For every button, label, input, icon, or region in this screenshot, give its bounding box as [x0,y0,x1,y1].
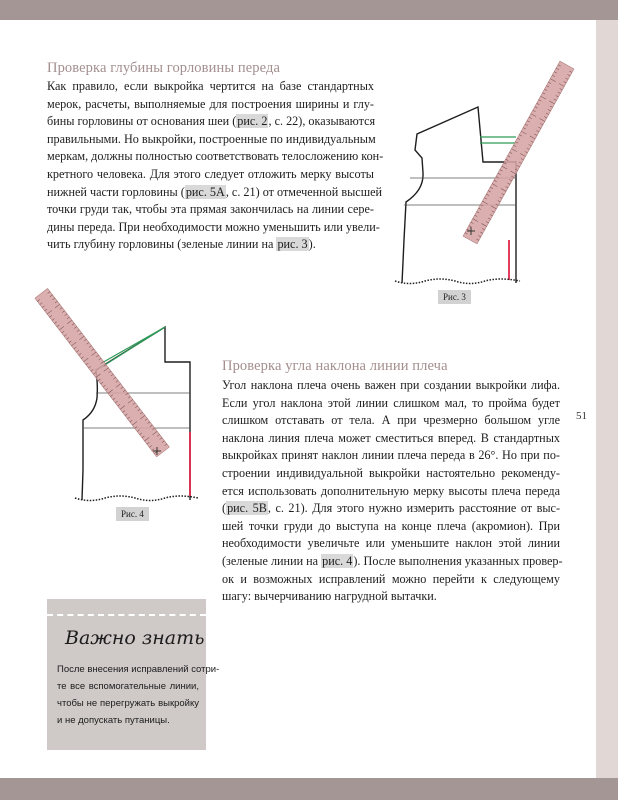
figure-reference-link[interactable]: рис. 5В [227,501,267,516]
section-heading-shoulder: Проверка угла наклона линии плеча [222,358,448,374]
hem-cut-line [75,496,198,501]
text-run: бины горловины от основания шеи ( [47,114,237,129]
figure-reference-link[interactable]: рис. 3 [277,237,308,252]
text-run: меркам, должны полностью соответствовать телосложению кон- [47,149,384,164]
text-run: слишком отставать от тела. А при чрезмерно большом угле [222,413,560,428]
note-body [57,661,220,729]
text-run: шей точки груди до выступа на конце плеча (акромион). При [222,518,560,533]
text-run: ется использовать дополнительную мерку высоты плеча переда [222,483,560,498]
text-run: Если угол наклона этой линии слишком мал, то пройма будет [222,395,560,410]
page-number: 51 [576,410,587,422]
text-run: строении индивидуальной выкройки настоятельно рекоменду- [222,465,560,480]
figure-3-caption: Рис. 3 [438,290,471,304]
note-line: После внесения исправлений сотри- [57,664,220,675]
note-line: и не допускать путаницы. [57,715,170,726]
figure-reference-link[interactable]: рис. 4 [322,553,353,568]
note-line: те все вспомогательные линии, [57,681,199,692]
text-run: наклона линия плеча может сместиться вперед. В стандартных [222,430,560,445]
text-run: , с. 21) от отмеченной высшей [225,184,383,199]
text-run: чить глубину горловины (зеленые линии на [47,237,277,252]
text-run: дины переда. При необходимости можно уменьшить или увели- [47,219,380,234]
text-run: , с. 22), оказываются [268,114,376,129]
text-run: ). После выполнения указанных провер- [353,553,563,568]
ruler-rotated [35,288,169,456]
text-run: точки груди так, чтобы эта прямая закончилась на линии сере- [47,202,374,217]
text-run: Угол наклона плеча очень важен при создании выкройки лифа. [222,378,560,392]
text-run: выкройках принят наклон линии плеча переда в 26°. Но при по- [222,448,560,463]
text-run: кретного человека. Для этого следует отложить мерку высоты [47,166,374,181]
note-line: чтобы не перегружать выкройку [57,698,199,709]
text-run: ). [308,237,316,252]
text-run: Как правило, если выкройка чертится на базе стандартных [47,79,374,93]
text-run: шагу: вычерчиванию нагрудной вытачки. [222,589,437,604]
text-run: правильными. Но выкройки, построенные по индивидуальным [47,131,376,146]
note-title: Важно знать [65,627,205,649]
text-run: ( [222,501,227,516]
figure-4-caption: Рис. 4 [116,507,149,521]
green-correction-lines [100,327,165,368]
note-dashed-divider [47,614,206,616]
section-heading-neckline: Проверка глубины горловины переда [47,60,280,76]
important-note-box [47,599,220,750]
figure-reference-link[interactable]: рис. 2 [237,114,268,129]
text-run: мерок, расчеты, выполняемые для построения ширины и глу- [47,96,374,111]
text-run: необходимости увеличьте или уменьшите наклон этой линии [222,536,560,551]
text-run: ок и возможных исправлений можно перейти к следующему [222,571,560,586]
figure-reference-link[interactable]: рис. 5А [185,184,225,199]
text-run: (зеленые линии на [222,553,322,568]
text-run: , с. 21). Для этого нужно измерить расстояние от выс- [267,501,561,516]
text-run: нижней части горловины ( [47,184,185,199]
